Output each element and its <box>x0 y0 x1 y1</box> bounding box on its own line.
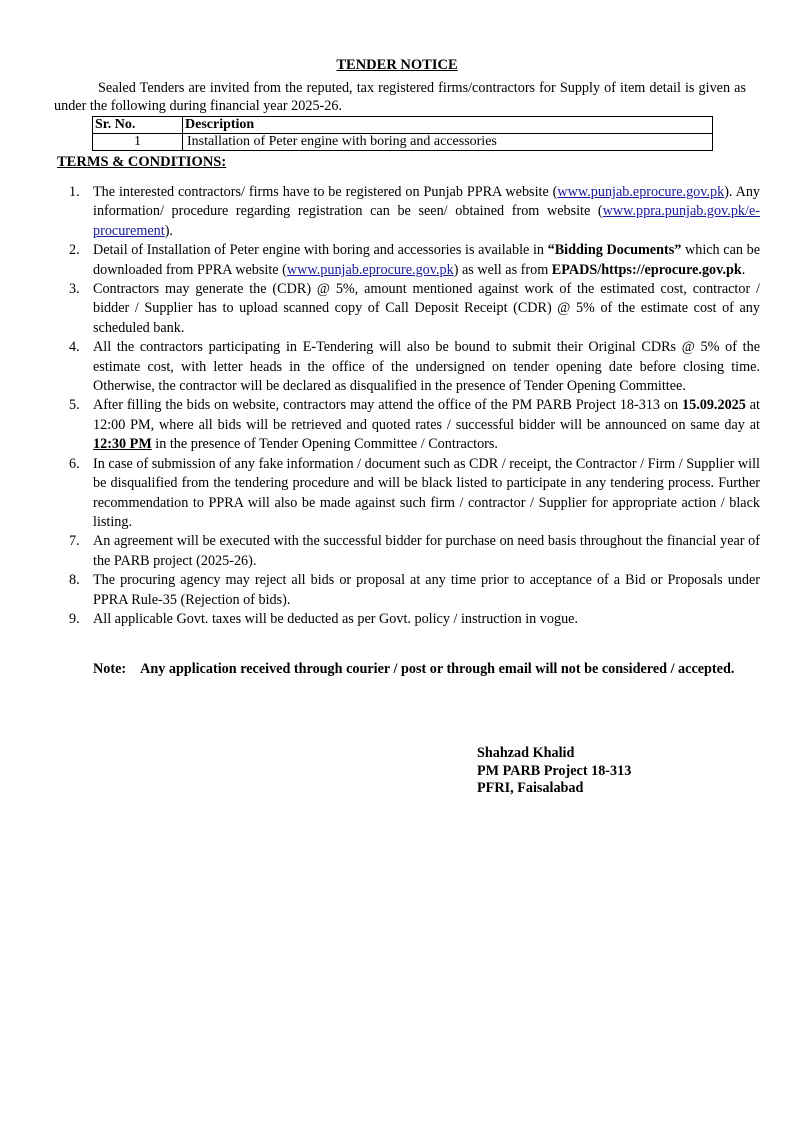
term-text: ). Any information/ procedure regarding registration can be seen/ obtained from website ( <box>93 184 761 220</box>
note-label: Note: <box>93 661 127 677</box>
punjab-eprocure-link[interactable]: www.punjab.eprocure.gov.pk <box>557 184 725 200</box>
term-text: Detail of Installation of Peter engine with boring and accessories is available in <box>93 242 548 259</box>
term-7 <box>69 532 760 571</box>
term-3 <box>69 280 760 338</box>
ppra-eprocurement-link[interactable]: www.ppra.punjab.gov.pk/e-procurement <box>93 203 760 239</box>
cell-description: Installation of Peter engine with boring and accessories <box>183 134 713 151</box>
items-table <box>92 116 713 151</box>
table-header-row <box>93 117 713 134</box>
term-9 <box>69 610 760 629</box>
note-text: Any application received through courier / post or through email will not be considered / accepted. <box>140 661 735 677</box>
term-number: 2. <box>69 242 80 259</box>
term-text: After filling the bids on website, contractors may attend the office of the PM PARB Project 18-313 on <box>93 397 682 414</box>
opening-date: 15.09.2025 <box>682 397 746 414</box>
term-text: at 12:00 PM, where all bids will be retrieved and quoted rates / successful bidder will be announced on same day at <box>93 397 760 433</box>
term-number: 7. <box>69 533 80 550</box>
note <box>93 660 734 679</box>
term-8 <box>69 571 760 610</box>
term-text: Contractors may generate the (CDR) @ 5%, amount mentioned against work of the estimated cost, contractor / bidder / Supplier has to upload scanned copy of Call Deposit Receipt (CDR) @ 5% of the estimate cost of any scheduled bank. <box>93 281 760 336</box>
term-number: 9. <box>69 610 80 627</box>
signatory-name: Shahzad Khalid <box>477 745 575 761</box>
terms-list <box>69 183 761 629</box>
term-number: 5. <box>69 397 80 414</box>
cell-sr-no: 1 <box>93 134 183 151</box>
epads-text: EPADS/https://eprocure.gov.pk <box>551 261 742 278</box>
term-text: ). <box>164 222 173 239</box>
term-2 <box>69 241 761 280</box>
term-text: The interested contractors/ firms have to be registered on Punjab PPRA website ( <box>93 184 558 200</box>
term-text: In case of submission of any fake information / document such as CDR / receipt, the Contractor / Firm / Supplier will be disqualified from the tendering procedure and will be black listed to participate in any tendering process. Further recommendation to PPRA will also be made against such firm / contractor / Supplier for appropriate action / black listing. <box>93 455 760 530</box>
term-number: 8. <box>69 572 80 589</box>
notice-title: TENDER NOTICE <box>336 57 458 73</box>
term-text: An agreement will be executed with the successful bidder for purchase on need basis throughout the financial year of the PARB project (2025-26). <box>93 533 760 569</box>
term-text: All the contractors participating in E-Tendering will also be bound to submit their Original CDRs @ 5% of the estimate cost, with letter heads in the office of the undersigned on tender opening date before closing time. Otherwise, the contractor will be declared as disqualified in the presence of Tender Opening Committee. <box>93 339 760 395</box>
bidding-documents-text: “Bidding Documents” <box>547 242 682 259</box>
term-6 <box>69 455 760 533</box>
signatory-designation: PM PARB Project 18-313 <box>477 762 632 779</box>
notice-intro: Sealed Tenders are invited from the reputed, tax registered firms/contractors for Supply of item detail is given as under the following during financial year 2025-26. <box>54 80 746 114</box>
term-text: which can be downloaded from PPRA website ( <box>93 242 761 278</box>
term-text: The procuring agency may reject all bids or proposal at any time prior to acceptance of a Bid or Proposals under PPRA Rule-35 (Rejection of bids). <box>93 572 760 608</box>
terms-heading: TERMS & CONDITIONS: <box>57 154 227 170</box>
header-sr-no: Sr. No. <box>93 117 183 134</box>
term-4 <box>69 338 760 396</box>
header-description: Description <box>183 117 713 134</box>
signature-block <box>477 745 631 798</box>
punjab-eprocure-link[interactable]: www.punjab.eprocure.gov.pk <box>286 261 454 278</box>
table-row <box>93 134 713 151</box>
term-number: 6. <box>69 455 80 472</box>
term-text: . <box>741 261 746 278</box>
term-number: 3. <box>69 281 80 298</box>
term-text: ) as well as from <box>453 261 552 278</box>
term-1 <box>69 183 761 241</box>
signatory-office: PFRI, Faisalabad <box>477 780 584 796</box>
term-5 <box>69 396 760 454</box>
term-text: All applicable Govt. taxes will be deducted as per Govt. policy / instruction in vogue. <box>93 610 579 627</box>
term-number: 1. <box>69 184 80 200</box>
term-text: in the presence of Tender Opening Committee / Contractors. <box>151 436 498 453</box>
term-number: 4. <box>69 339 80 356</box>
announcement-time: 12:30 PM <box>93 436 152 453</box>
